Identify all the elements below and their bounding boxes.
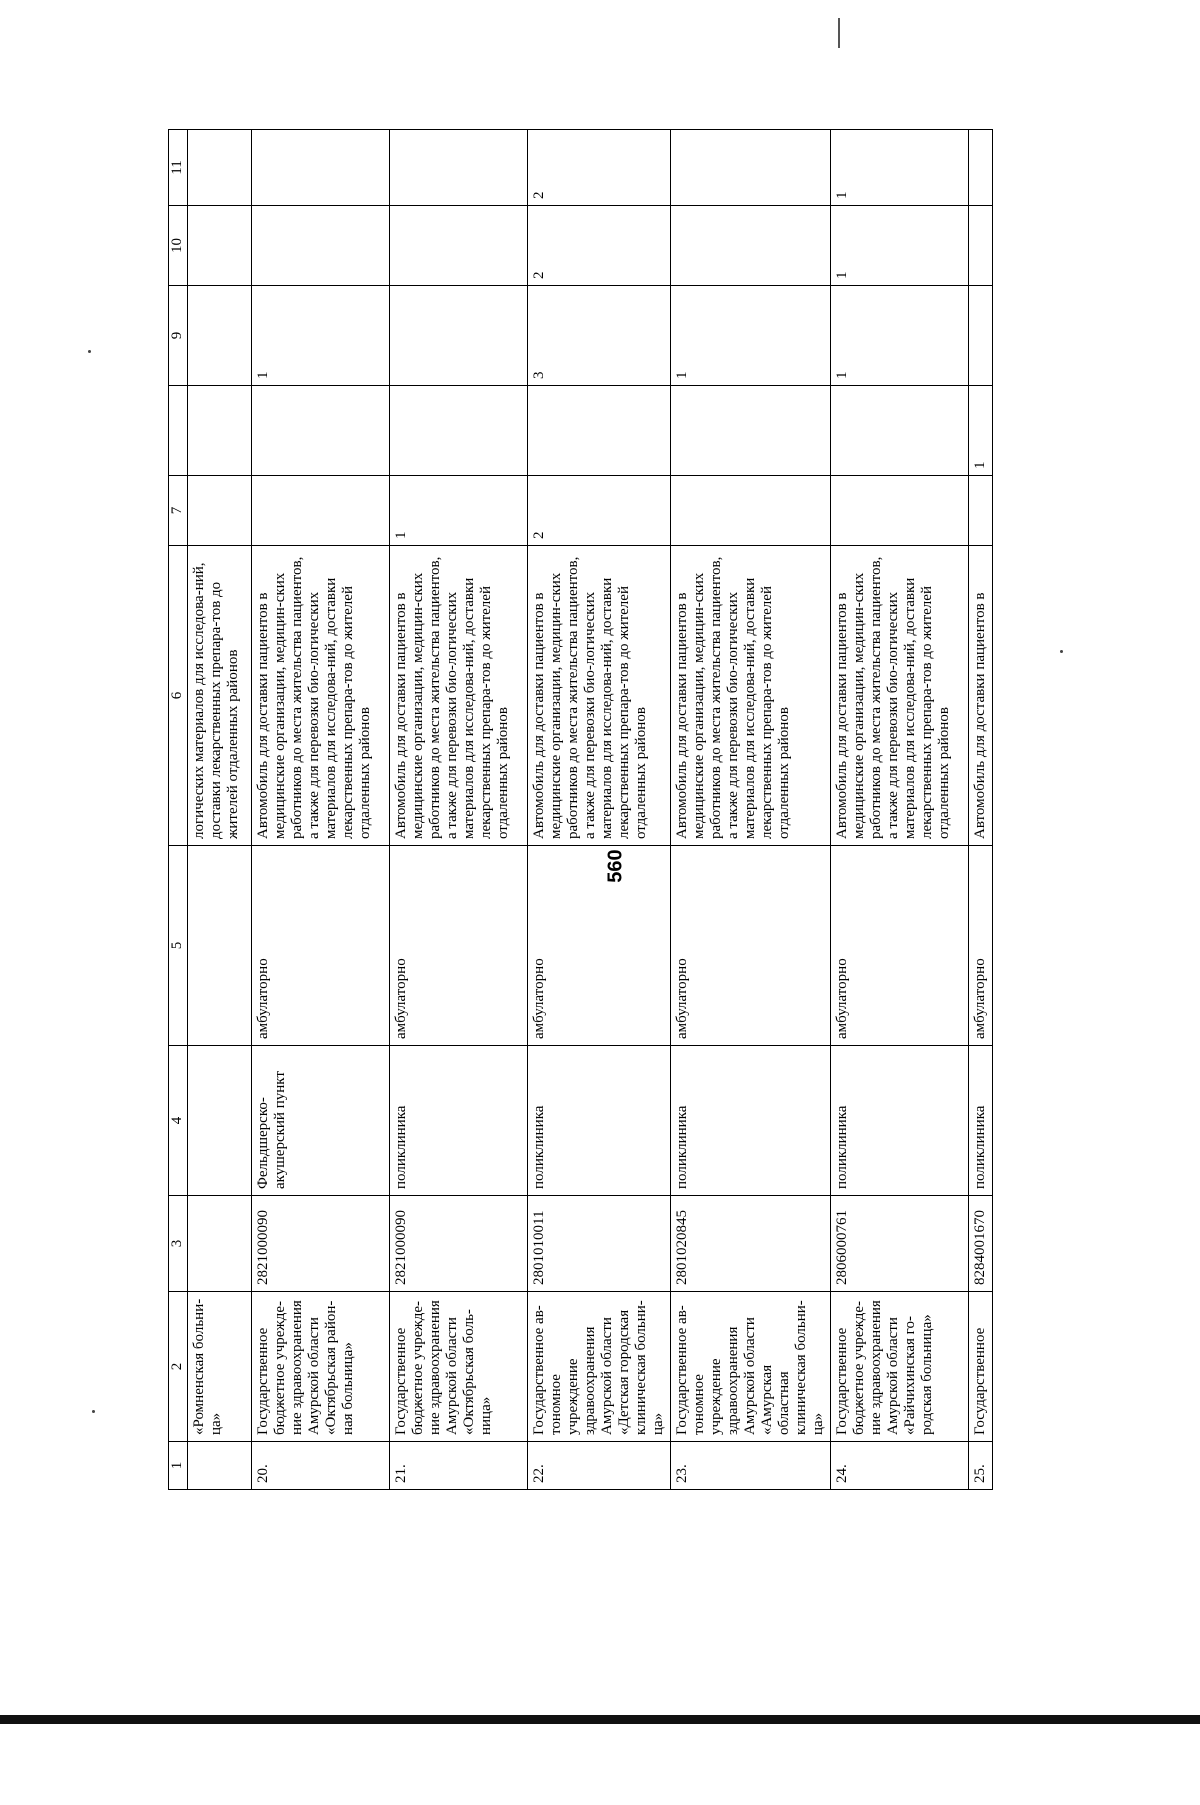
- count-col9: 3: [528, 286, 671, 386]
- care-mode: амбулаторно: [969, 846, 993, 1046]
- vehicle-description: логических материалов для исследова-ний, доставки лекарственных препара-тов до жителей отдаленных районов: [188, 546, 252, 846]
- table-row: [390, 130, 528, 1490]
- care-mode: амбулаторно: [831, 846, 969, 1046]
- count-col7: 2: [528, 476, 671, 546]
- unit-type: поликлиника: [969, 1046, 993, 1196]
- count-col8: [671, 386, 831, 476]
- column-header: 6: [169, 546, 188, 846]
- count-col10: [252, 206, 390, 286]
- column-header: 1: [169, 1442, 188, 1490]
- unit-type: поликлиника: [831, 1046, 969, 1196]
- organization-code: 2801020845: [671, 1196, 831, 1292]
- count-col9: [969, 286, 993, 386]
- count-col8: [390, 386, 528, 476]
- organization-code: 2801010011: [528, 1196, 671, 1292]
- row-number: 23.: [671, 1442, 831, 1490]
- column-header: 2: [169, 1292, 188, 1442]
- care-mode: амбулаторно: [252, 846, 390, 1046]
- organization-name: Государственное бюджетное учрежде-ние здравоохранения Амурской области «Райчихинская го-родская больница»: [831, 1292, 969, 1442]
- count-col10: [671, 206, 831, 286]
- organization-name: Государственное бюджетное учрежде-ние здравоохранения Амурской области «Октябрьская район-ная больница»: [252, 1292, 390, 1442]
- care-mode: амбулаторно: [390, 846, 528, 1046]
- count-col7: [188, 476, 252, 546]
- scan-edge-bar: [0, 1715, 1200, 1724]
- scan-speck: [1060, 650, 1063, 653]
- header-row: [169, 130, 188, 1490]
- unit-type: поликлиника: [671, 1046, 831, 1196]
- organization-name: Государственное ав-тономное учреждение здравоохранения Амурской области «Детская городская клиническая больни-ца»: [528, 1292, 671, 1442]
- row-number: 24.: [831, 1442, 969, 1490]
- count-col7: [252, 476, 390, 546]
- count-col7: [671, 476, 831, 546]
- unit-type: поликлиника: [528, 1046, 671, 1196]
- count-col7: 1: [390, 476, 528, 546]
- vehicle-description: Автомобиль для доставки пациентов в медицинские организации, медицин-ских работников до места жительства пациентов, а также для перевозки био-логических материалов для исследова-ний, доставки лекарственных препара-тов до жителей отдаленных районов: [390, 546, 528, 846]
- organization-code: 2821000090: [252, 1196, 390, 1292]
- organization-name: Государственное бюджетное учрежде-ние здравоохранения Амурской области «Октябрьская боль-ница»: [390, 1292, 528, 1442]
- column-header: 11: [169, 130, 188, 206]
- care-mode: [188, 846, 252, 1046]
- count-col11: [671, 130, 831, 206]
- organization-code: 2821000090: [390, 1196, 528, 1292]
- page-number: 560: [604, 849, 627, 883]
- row-number: 22.: [528, 1442, 671, 1490]
- table-row: [252, 130, 390, 1490]
- unit-type: [188, 1046, 252, 1196]
- column-header: 10: [169, 206, 188, 286]
- table-row: [671, 130, 831, 1490]
- count-col11: 1: [831, 130, 969, 206]
- column-header: [169, 386, 188, 476]
- count-col10: 2: [528, 206, 671, 286]
- organization-name: «Ромненская больни-ца»: [188, 1292, 252, 1442]
- vehicle-description: Автомобиль для доставки пациентов в: [969, 546, 993, 846]
- column-header: 9: [169, 286, 188, 386]
- count-col9: 1: [671, 286, 831, 386]
- vehicle-description: Автомобиль для доставки пациентов в медицинские организации, медицин-ских работников до места жительства пациентов, а также для перевозки био-логических материалов для исследова-ний, доставки лекарственных препара-тов до жителей отдаленных районов: [831, 546, 969, 846]
- unit-type: Фельдшерско-акушерский пункт: [252, 1046, 390, 1196]
- count-col7: [831, 476, 969, 546]
- organization-name: Государственное ав-тономное учреждение здравоохранения Амурской области «Амурская областная клиническая больни-ца»: [671, 1292, 831, 1442]
- rotated-table-block: [168, 130, 988, 1490]
- vehicle-description: Автомобиль для доставки пациентов в медицинские организации, медицин-ских работников до места жительства пациентов, а также для перевозки био-логических материалов для исследова-ний, доставки лекарственных препара-тов до жителей отдаленных районов: [671, 546, 831, 846]
- count-col8: 1: [969, 386, 993, 476]
- count-col8: [831, 386, 969, 476]
- row-number: [188, 1442, 252, 1490]
- count-col11: [252, 130, 390, 206]
- care-mode: амбулаторно: [671, 846, 831, 1046]
- table-row: [528, 130, 671, 1490]
- count-col11: [188, 130, 252, 206]
- count-col9: 1: [252, 286, 390, 386]
- organization-code: [188, 1196, 252, 1292]
- count-col9: 1: [831, 286, 969, 386]
- vehicle-description: Автомобиль для доставки пациентов в медицинские организации, медицин-ских работников до места жительства пациентов, а также для перевозки био-логических материалов для исследова-ний, доставки лекарственных препара-тов до жителей отдаленных районов: [252, 546, 390, 846]
- count-col8: [528, 386, 671, 476]
- count-col10: 1: [831, 206, 969, 286]
- scan-speck: [88, 350, 91, 353]
- row-number: 20.: [252, 1442, 390, 1490]
- column-header: 7: [169, 476, 188, 546]
- row-number: 25.: [969, 1442, 993, 1490]
- organization-name: Государственное: [969, 1292, 993, 1442]
- table-row: [969, 130, 993, 1490]
- organization-code: 2806000761: [831, 1196, 969, 1292]
- table-row: [188, 130, 252, 1490]
- care-mode: амбулаторно: [528, 846, 671, 1046]
- count-col10: [969, 206, 993, 286]
- data-table: [168, 129, 993, 1490]
- count-col8: [188, 386, 252, 476]
- row-number: 21.: [390, 1442, 528, 1490]
- count-col11: [969, 130, 993, 206]
- count-col11: [390, 130, 528, 206]
- column-header: 5: [169, 846, 188, 1046]
- scan-mark: [838, 18, 840, 48]
- count-col8: [252, 386, 390, 476]
- count-col10: [390, 206, 528, 286]
- vehicle-description: Автомобиль для доставки пациентов в медицинские организации, медицин-ских работников до места жительства пациентов, а также для перевозки био-логических материалов для исследова-ний, доставки лекарственных препара-тов до жителей отдаленных районов: [528, 546, 671, 846]
- scan-speck: [92, 1410, 95, 1413]
- column-header: 3: [169, 1196, 188, 1292]
- count-col9: [188, 286, 252, 386]
- organization-code: 8284001670: [969, 1196, 993, 1292]
- count-col9: [390, 286, 528, 386]
- count-col11: 2: [528, 130, 671, 206]
- count-col10: [188, 206, 252, 286]
- count-col7: [969, 476, 993, 546]
- unit-type: поликлиника: [390, 1046, 528, 1196]
- table-row: [831, 130, 969, 1490]
- column-header: 4: [169, 1046, 188, 1196]
